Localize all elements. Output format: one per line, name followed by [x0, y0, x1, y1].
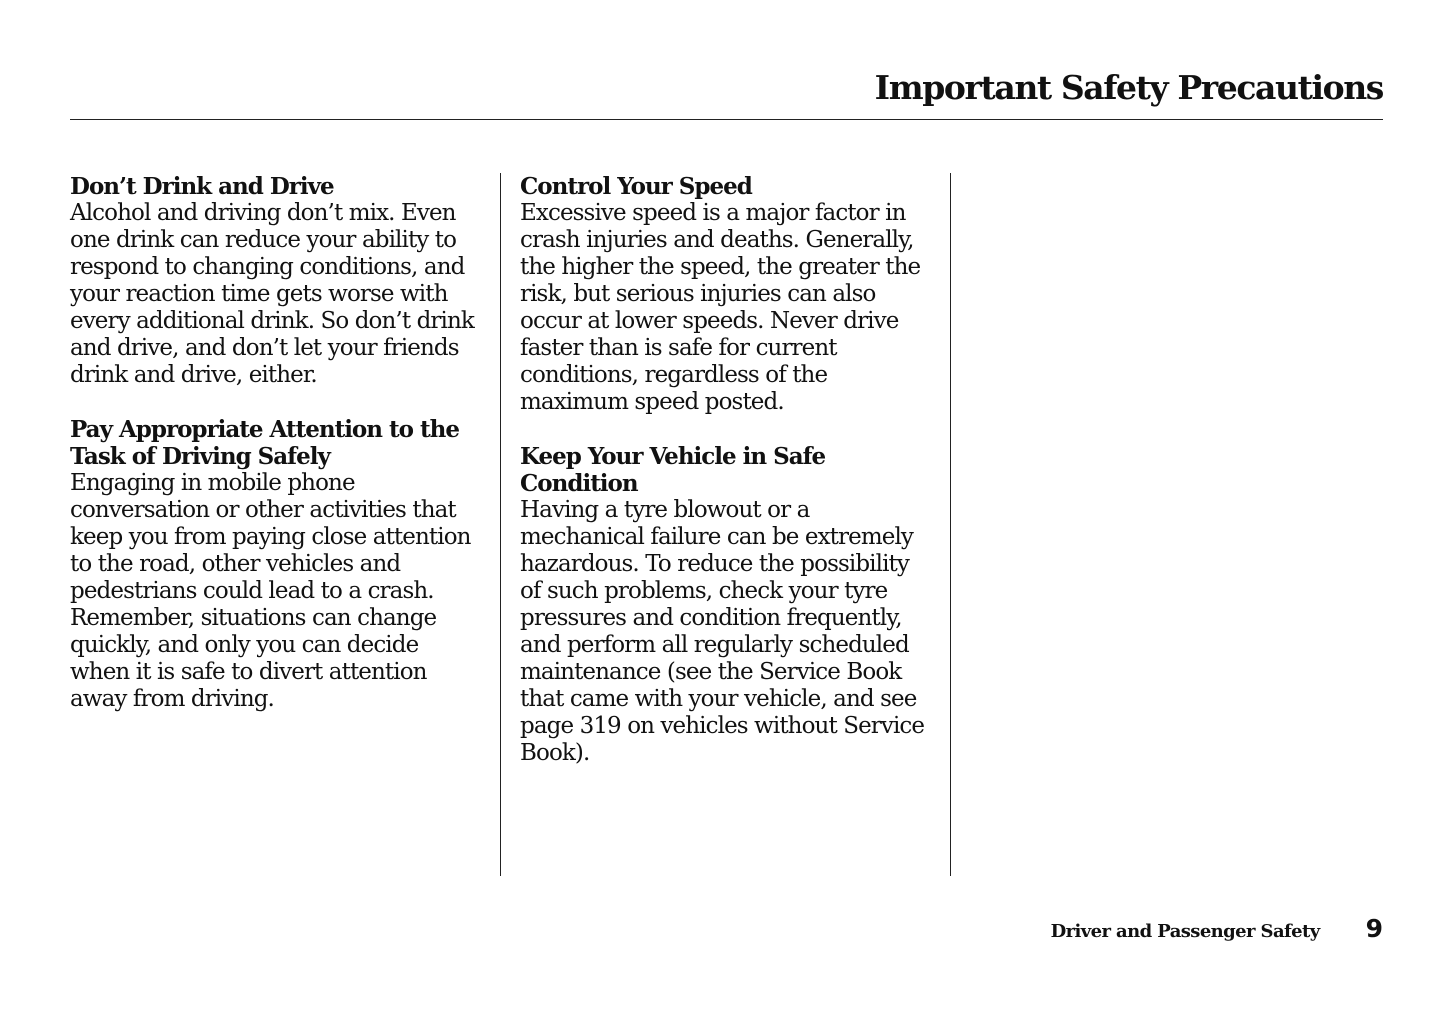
- body-line: the higher the speed, the greater the: [520, 254, 921, 280]
- body-line: maintenance (see the Service Book: [520, 659, 902, 685]
- body-line: Excessive speed is a major factor in: [520, 200, 906, 226]
- section-heading: [70, 416, 490, 470]
- heading-line: Condition: [520, 470, 638, 497]
- body-line: pressures and condition frequently,: [520, 605, 902, 631]
- body-line: respond to changing conditions, and: [70, 254, 465, 280]
- body-line: pedestrians could lead to a crash.: [70, 578, 434, 604]
- header-rule: [70, 119, 1383, 120]
- body-line: Having a tyre blowout or a: [520, 497, 810, 523]
- column-middle: [520, 173, 940, 794]
- body-line: risk, but serious injuries can also: [520, 281, 876, 307]
- column-left: [70, 173, 490, 740]
- body-line: crash injuries and deaths. Generally,: [520, 227, 914, 253]
- section-heading: Control Your Speed: [520, 173, 752, 200]
- footer-section-title: Driver and Passenger Safety: [1050, 921, 1320, 942]
- page-title: Important Safety Precautions: [874, 68, 1383, 107]
- body-line: when it is safe to divert attention: [70, 659, 427, 685]
- section-control-your-speed: [520, 173, 940, 416]
- section-dont-drink-and-drive: [70, 173, 490, 389]
- page-footer: [1051, 914, 1383, 943]
- body-line: maximum speed posted.: [520, 389, 784, 415]
- body-line: one drink can reduce your ability to: [70, 227, 457, 253]
- body-line: away from driving.: [70, 686, 274, 712]
- section-body: [70, 200, 490, 389]
- body-line: Engaging in mobile phone: [70, 470, 355, 496]
- body-line: mechanical failure can be extremely: [520, 524, 913, 550]
- body-line: Remember, situations can change: [70, 605, 437, 631]
- section-body: [70, 470, 490, 713]
- section-body: [520, 200, 940, 416]
- heading-line: Pay Appropriate Attention to the: [70, 416, 459, 443]
- body-line: that came with your vehicle, and see: [520, 686, 917, 712]
- column-divider: [950, 173, 951, 876]
- section-body: [520, 497, 940, 767]
- body-line: keep you from paying close attention: [70, 524, 471, 550]
- body-line: to the road, other vehicles and: [70, 551, 401, 577]
- body-line: quickly, and only you can decide: [70, 632, 419, 658]
- section-keep-vehicle-safe: [520, 443, 940, 767]
- section-pay-attention: [70, 416, 490, 713]
- page-number: 9: [1365, 914, 1383, 943]
- body-line: Book).: [520, 740, 590, 766]
- body-line: occur at lower speeds. Never drive: [520, 308, 899, 334]
- body-line: and perform all regularly scheduled: [520, 632, 909, 658]
- column-divider: [500, 173, 501, 876]
- body-line: your reaction time gets worse with: [70, 281, 448, 307]
- body-line: conversation or other activities that: [70, 497, 456, 523]
- body-line: and drive, and don’t let your friends: [70, 335, 459, 361]
- body-line: every additional drink. So don’t drink: [70, 308, 474, 334]
- section-heading: Don’t Drink and Drive: [70, 173, 334, 200]
- heading-line: Keep Your Vehicle in Safe: [520, 443, 826, 470]
- body-line: of such problems, check your tyre: [520, 578, 888, 604]
- body-line: Alcohol and driving don’t mix. Even: [70, 200, 456, 226]
- body-line: conditions, regardless of the: [520, 362, 828, 388]
- body-line: drink and drive, either.: [70, 362, 317, 388]
- body-line: hazardous. To reduce the possibility: [520, 551, 909, 577]
- body-line: faster than is safe for current: [520, 335, 837, 361]
- body-line: page 319 on vehicles without Service: [520, 713, 925, 739]
- section-heading: [520, 443, 940, 497]
- heading-line: Task of Driving Safely: [70, 443, 330, 470]
